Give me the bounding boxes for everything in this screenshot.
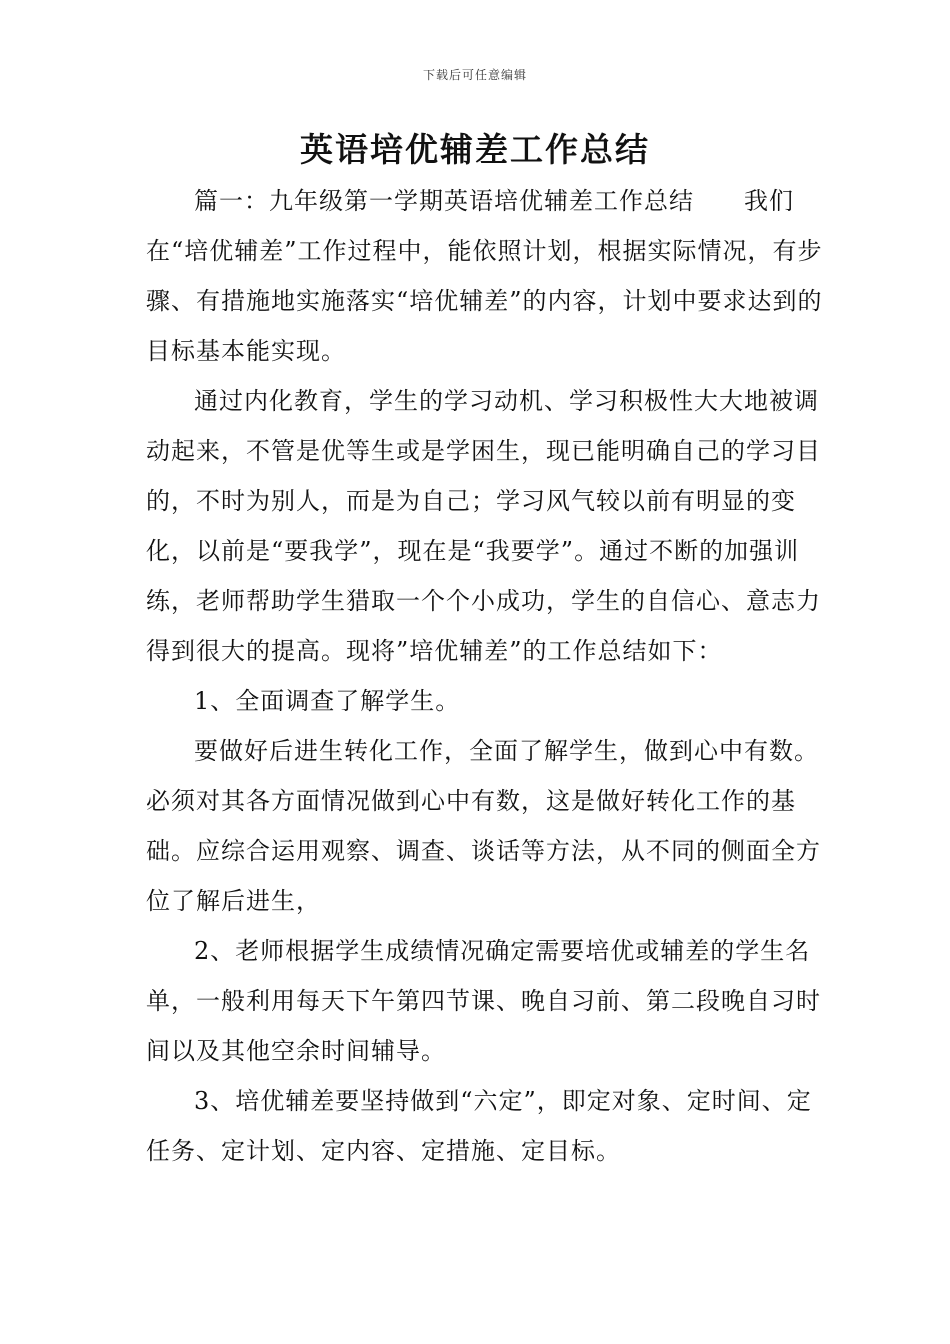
paragraph-point-1-heading: 1、全面调查了解学生。	[194, 687, 461, 715]
document-body	[146, 176, 826, 1176]
paragraph-point-1-body: 要做好后进生转化工作，全面了解学生，做到心中有数。必须对其各方面情况做到心中有数，这是做好转化工作的基础。应综合运用观察、调查、谈话等方法，从不同的侧面全方位了解后进生，	[146, 737, 821, 915]
paragraph-motivation: 通过内化教育，学生的学习动机、学习积极性大大地被调动起来，不管是优等生或是学困生，现已能明确自己的学习目的，不时为别人，而是为自己；学习风气较以前有明显的变化，以前是“要我学”，现在是“我要学”。通过不断的加强训练，老师帮助学生猎取一个个小成功，学生的自信心、意志力得到很大的提高。现将”培优辅差”的工作总结如下：	[146, 387, 821, 665]
paragraph-point-2: 2、老师根据学生成绩情况确定需要培优或辅差的学生名单，一般利用每天下午第四节课、晚自习前、第二段晚自习时间以及其他空余时间辅导。	[146, 937, 821, 1065]
header-note: 下载后可任意编辑	[422, 68, 527, 82]
paragraph-point-3: 3、培优辅差要坚持做到“六定”，即定对象、定时间、定任务、定计划、定内容、定措施、定目标。	[146, 1087, 812, 1165]
document-title: 英语培优辅差工作总结	[300, 130, 650, 169]
paragraph-intro: 篇一：九年级第一学期英语培优辅差工作总结 我们在“培优辅差”工作过程中，能依照计划，根据实际情况，有步骤、有措施地实施落实“培优辅差”的内容，计划中要求达到的目标基本能实现。	[146, 187, 823, 365]
